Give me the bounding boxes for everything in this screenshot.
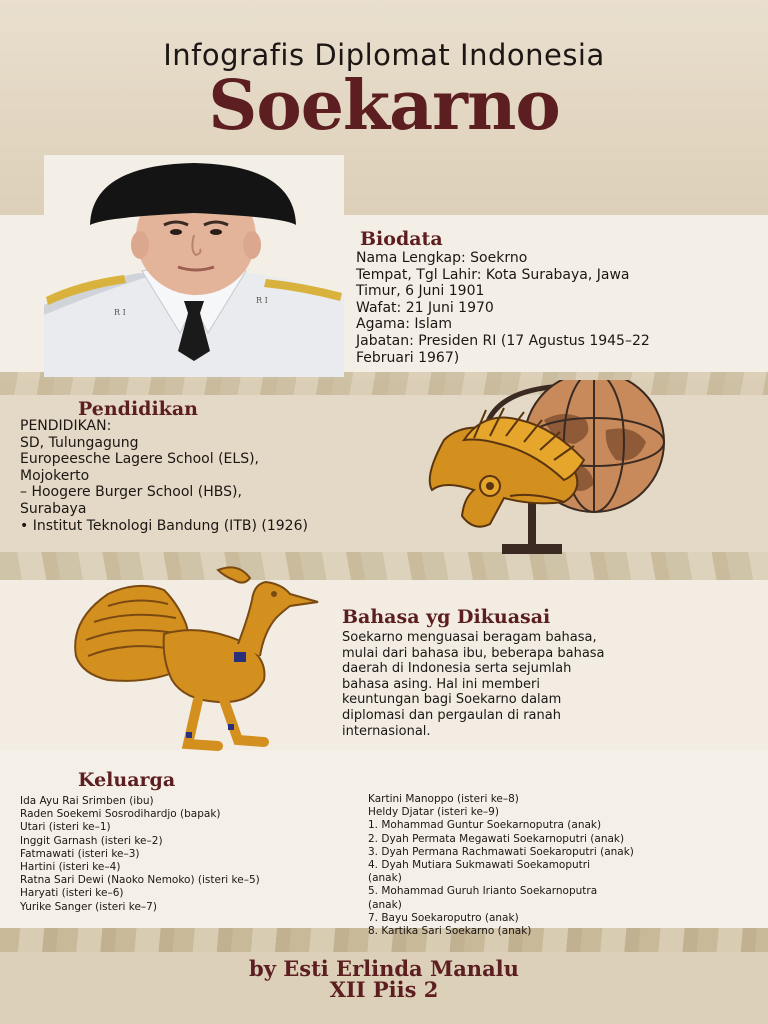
biodata-line: Tempat, Tgl Lahir: Kota Surabaya, Jawa	[356, 266, 630, 283]
golden-bird-illustration	[68, 560, 324, 752]
keluarga-line: Ratna Sari Dewi (Naoko Nemoko) (isteri ke–5)	[20, 874, 260, 887]
biodata-line: Timur, 6 Juni 1901	[356, 283, 485, 300]
bahasa-heading: Bahasa yg Dikuasai	[342, 606, 551, 628]
bahasa-line: Soekarno menguasai beragam bahasa,	[342, 630, 597, 645]
footer-author: by Esti Erlinda Manalu	[249, 956, 519, 981]
svg-text:R I: R I	[256, 296, 268, 305]
bahasa-line: keuntungan bagi Soekarno dalam	[342, 692, 562, 708]
keluarga-list-right	[368, 793, 634, 938]
keluarga-line: 1. Mohammad Guntur Soekarnoputra (anak)	[368, 819, 602, 832]
footer-class: XII Piis 2	[329, 977, 439, 1002]
biodata-line: Februari 1967)	[356, 349, 460, 366]
biodata-line: Wafat: 21 Juni 1970	[356, 299, 494, 316]
keluarga-line: (anak)	[368, 898, 402, 911]
bahasa-line: daerah di Indonesia serta sejumlah	[342, 661, 572, 677]
biodata-list	[356, 250, 650, 366]
globe-helmet-illustration	[424, 380, 670, 560]
keluarga-line: Raden Soekemi Sosrodihardjo (bapak)	[20, 808, 221, 821]
keluarga-line: Heldy Djatar (isteri ke–9)	[368, 806, 499, 819]
page-title: Soekarno	[208, 66, 560, 146]
keluarga-line: Hartini (isteri ke–4)	[20, 861, 121, 874]
keluarga-heading: Keluarga	[78, 769, 176, 791]
biodata-heading: Biodata	[360, 228, 443, 250]
keluarga-line: Utari (isteri ke–1)	[20, 821, 111, 834]
pendidikan-list	[20, 418, 308, 534]
keluarga-line: 4. Dyah Mutiara Sukmawati Soekamoputri	[368, 859, 591, 872]
svg-text:R I: R I	[114, 308, 126, 317]
keluarga-line: 3. Dyah Permana Rachmawati Soekaroputri (anak)	[368, 845, 634, 858]
pendidikan-line: Mojokerto	[20, 467, 90, 484]
bahasa-line: bahasa asing. Hal ini memberi	[342, 676, 541, 692]
keluarga-line: Yurike Sanger (isteri ke–7)	[20, 900, 157, 913]
pendidikan-line: PENDIDIKAN:	[20, 418, 112, 434]
page-subtitle: Infografis Diplomat Indonesia	[163, 38, 605, 72]
pendidikan-line: – Hoogere Burger School (HBS),	[20, 484, 242, 501]
biodata-line: Agama: Islam	[356, 316, 452, 333]
keluarga-line: Inggit Garnash (isteri ke–2)	[20, 834, 163, 847]
bahasa-paragraph	[342, 630, 605, 739]
keluarga-line: Ida Ayu Rai Srimben (ibu)	[20, 795, 154, 807]
biodata-line: Jabatan: Presiden RI (17 Agustus 1945–22	[356, 332, 650, 349]
keluarga-line: Haryati (isteri ke–6)	[20, 887, 124, 900]
keluarga-line: 7. Bayu Soekaroputro (anak)	[368, 911, 519, 924]
pendidikan-line: Europeesche Lagere School (ELS),	[20, 451, 259, 468]
keluarga-line: 8. Kartika Sari Soekarno (anak)	[368, 925, 532, 938]
pendidikan-heading: Pendidikan	[78, 398, 198, 420]
bahasa-line: mulai dari bahasa ibu, beberapa bahasa	[342, 645, 605, 661]
keluarga-list-left	[20, 795, 260, 914]
biodata-line: Nama Lengkap: Soekrno	[356, 250, 528, 266]
pendidikan-line: SD, Tulungagung	[20, 434, 139, 451]
keluarga-line: Fatmawati (isteri ke–3)	[20, 847, 140, 860]
pendidikan-line: • Institut Teknologi Bandung (ITB) (1926)	[20, 517, 308, 534]
keluarga-line: Kartini Manoppo (isteri ke–8)	[368, 793, 519, 805]
bahasa-line: diplomasi dan pergaulan di ranah	[342, 707, 561, 723]
keluarga-line: 2. Dyah Permata Megawati Soekarnoputri (anak)	[368, 832, 625, 845]
bahasa-line: internasional.	[342, 723, 431, 739]
pendidikan-line: Surabaya	[20, 500, 87, 517]
soekarno-portrait-image	[44, 155, 344, 377]
keluarga-line: (anak)	[368, 872, 402, 885]
keluarga-line: 5. Mohammad Guruh Irianto Soekarnoputra	[368, 885, 598, 898]
